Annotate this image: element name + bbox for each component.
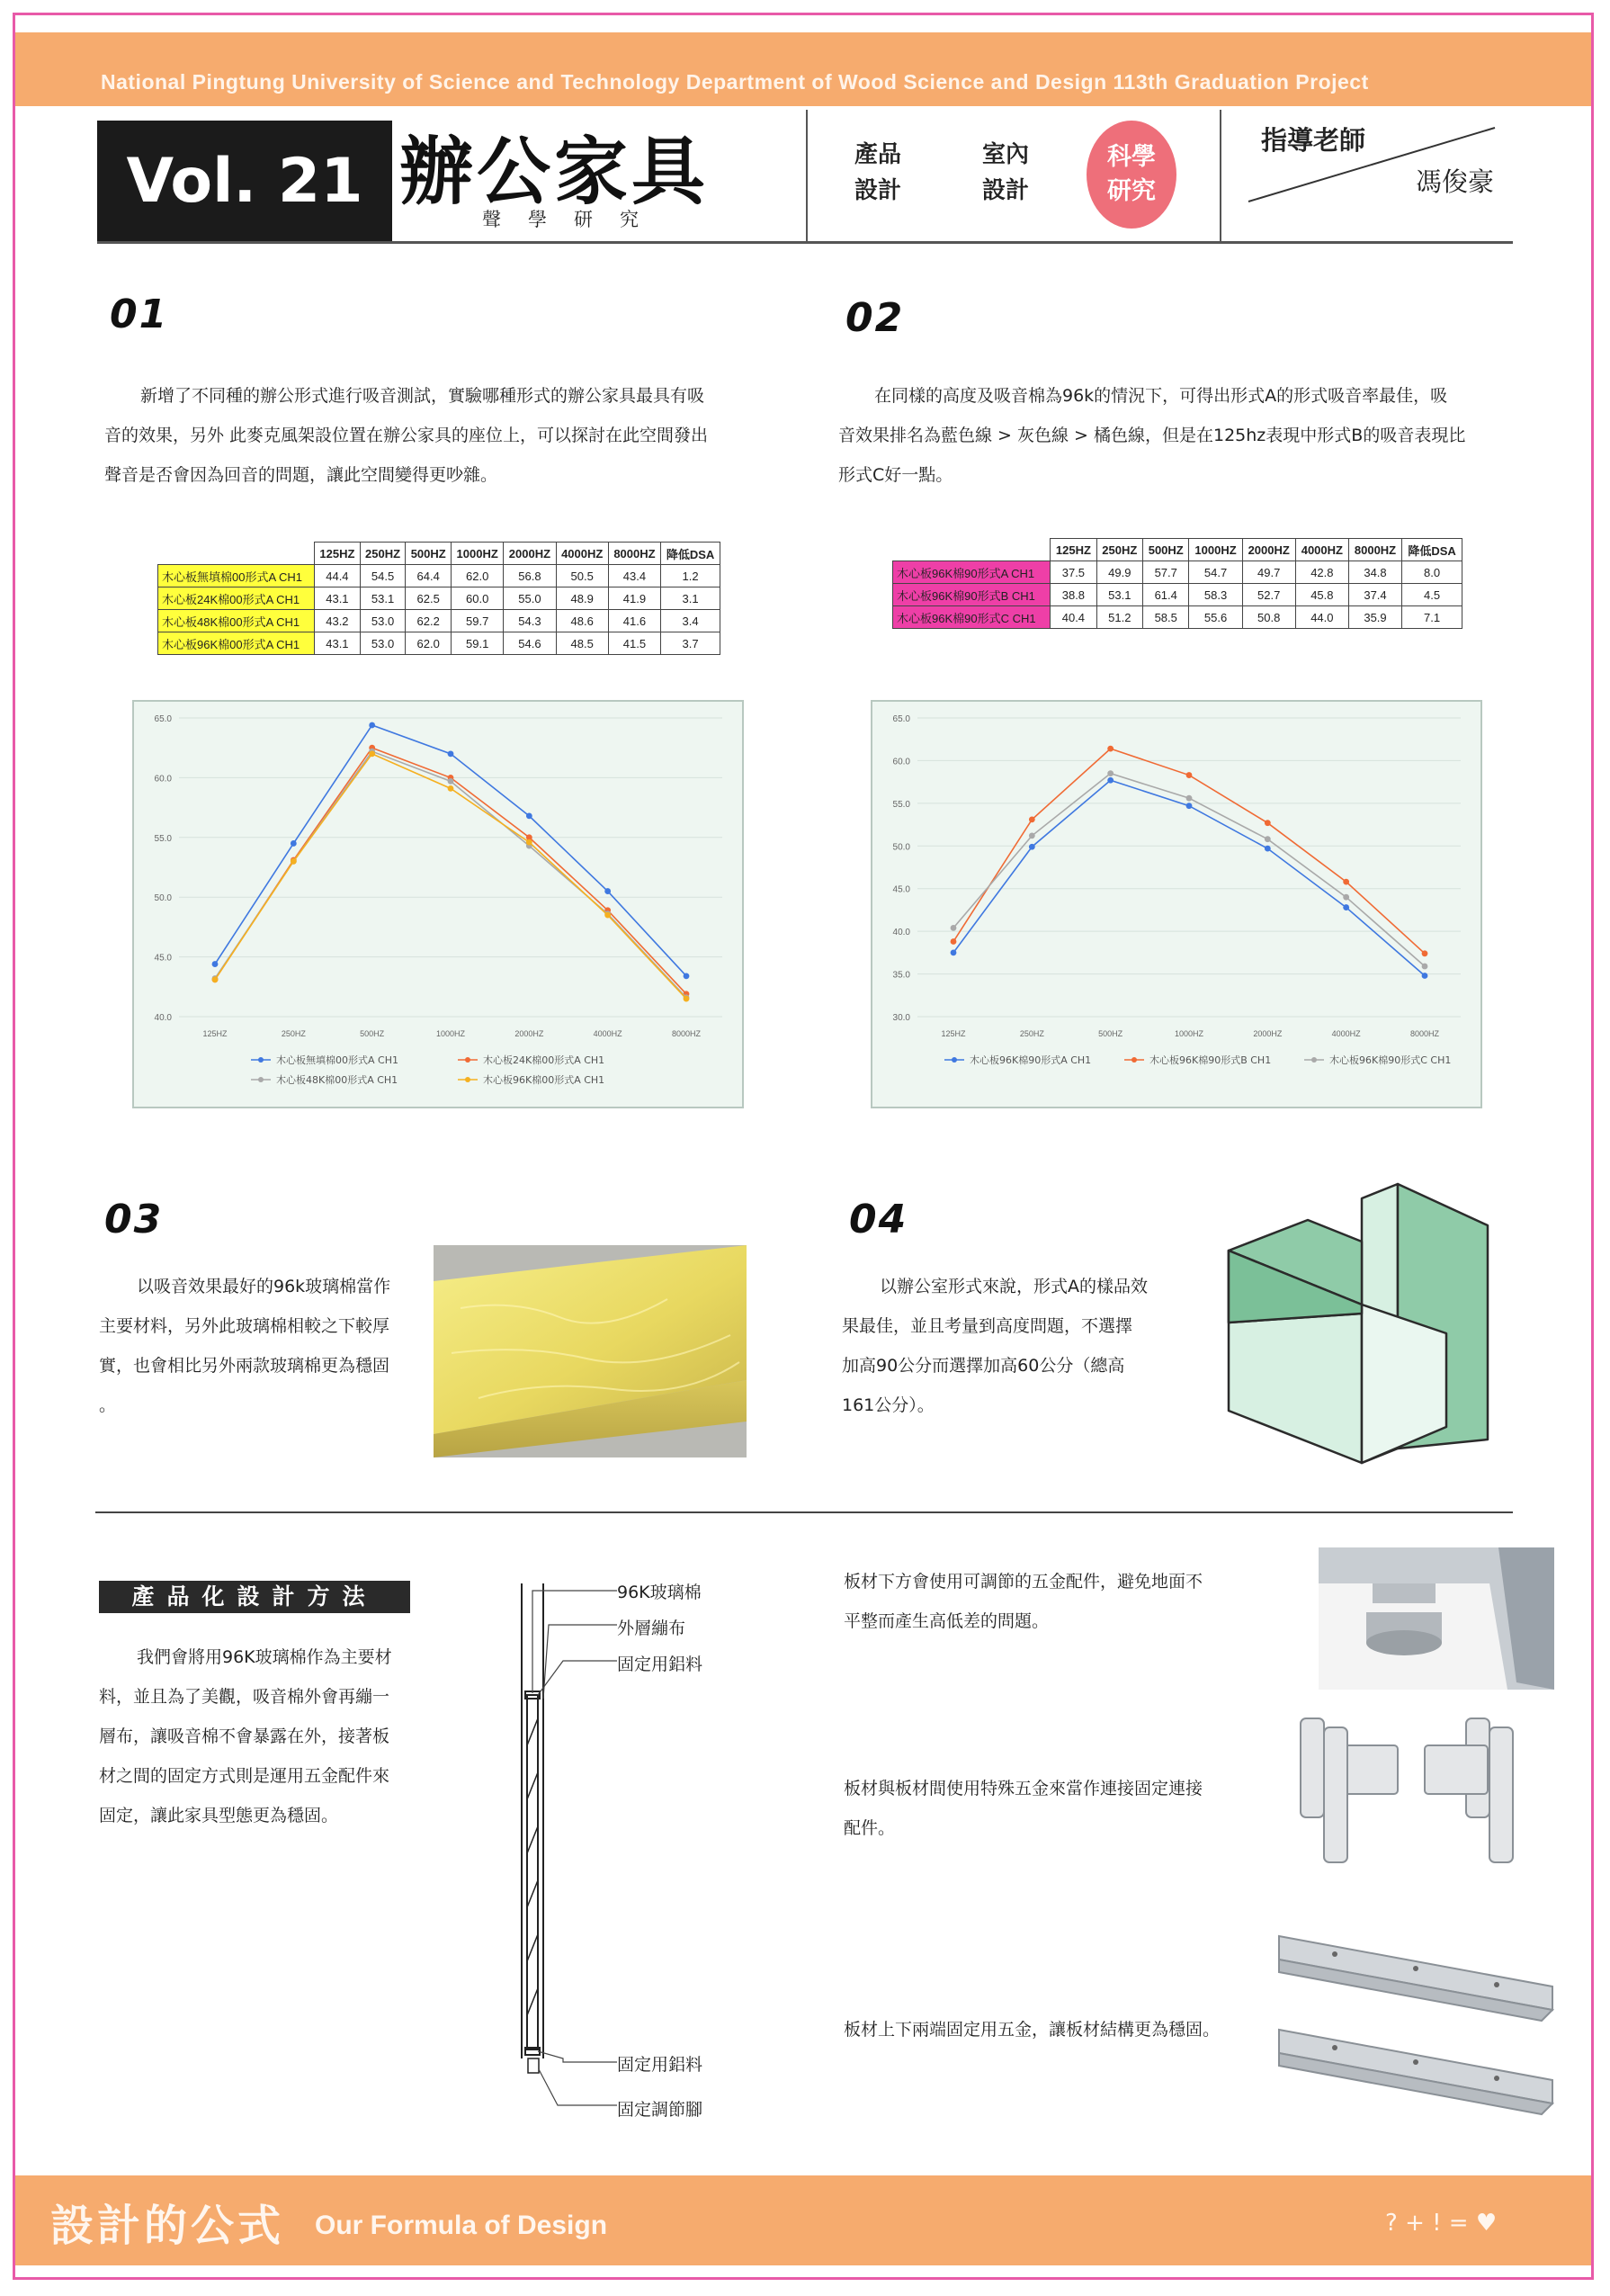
data-point — [1186, 795, 1193, 802]
table-cell: 43.2 — [315, 610, 361, 632]
table-header-cell: 125HZ — [1051, 539, 1096, 561]
end-rail-photo — [1272, 1933, 1560, 2130]
table-cell: 48.6 — [556, 610, 608, 632]
category-word: 設計 — [854, 177, 902, 204]
x-tick-label: 8000HZ — [1409, 1029, 1440, 1038]
table-cell: 3.1 — [661, 587, 720, 610]
text-line: 以辦公室形式來說，形式A的樣品效 — [880, 1277, 1148, 1296]
x-tick-label: 8000HZ — [671, 1029, 702, 1038]
page-subtitle: 聲學研究 — [482, 209, 666, 230]
data-point — [1107, 746, 1114, 752]
data-point — [1029, 816, 1035, 822]
table-cell: 37.5 — [1051, 561, 1096, 584]
x-tick-label: 250HZ — [281, 1029, 306, 1038]
category-interior-design — [982, 137, 1029, 209]
table-cell: 49.7 — [1242, 561, 1295, 584]
table-cell: 55.6 — [1189, 606, 1242, 629]
legend-label: 木心板96K棉90形式A CH1 — [970, 1054, 1092, 1066]
table-cell: 52.7 — [1242, 584, 1295, 606]
section-divider — [95, 1511, 1513, 1513]
data-point — [291, 840, 297, 847]
data-point — [448, 750, 454, 757]
table-cell: 51.2 — [1096, 606, 1142, 629]
data-point — [951, 925, 957, 931]
legend-label: 木心板24K棉00形式A CH1 — [483, 1054, 605, 1066]
x-tick-label: 4000HZ — [593, 1029, 622, 1038]
table-header-cell: 2000HZ — [1242, 539, 1295, 561]
table-corner — [893, 539, 1051, 561]
panel-section-diagram — [486, 1565, 621, 2123]
badge-word: 科學 — [1107, 143, 1156, 171]
table-cell: 54.6 — [504, 632, 556, 655]
table-header-cell: 250HZ — [1096, 539, 1142, 561]
legend-label: 木心板96K棉90形式B CH1 — [1149, 1054, 1272, 1066]
table-cell: 62.5 — [406, 587, 452, 610]
x-tick-label: 250HZ — [1019, 1029, 1044, 1038]
table-row — [893, 561, 1462, 584]
table-cell: 50.8 — [1242, 606, 1295, 629]
data-point — [1186, 803, 1193, 809]
table-cell: 57.7 — [1143, 561, 1189, 584]
table-cell: 50.5 — [556, 565, 608, 587]
data-point — [1107, 777, 1114, 784]
table-cell: 37.4 — [1348, 584, 1401, 606]
table-row — [158, 565, 720, 587]
section-03-text — [99, 1267, 432, 1425]
table-cell: 35.9 — [1348, 606, 1401, 629]
table-header-cell: 125HZ — [315, 543, 361, 565]
table-cell: 55.0 — [504, 587, 556, 610]
table-cell: 7.1 — [1402, 606, 1462, 629]
text-line: 配件。 — [844, 1818, 896, 1838]
text-line: 在同樣的高度及吸音棉為96k的情況下，可得出形式A的形式吸音率最佳，吸 — [874, 386, 1448, 406]
category-product-design — [854, 137, 901, 209]
table-row — [158, 632, 720, 655]
x-tick-label: 2000HZ — [1253, 1029, 1283, 1038]
data-point — [1029, 833, 1035, 839]
series-line — [215, 725, 686, 976]
data-point — [369, 722, 375, 729]
data-point — [951, 949, 957, 955]
y-tick-label: 50.0 — [154, 893, 172, 904]
data-point — [448, 785, 454, 792]
footer-title: 設計的公式 — [50, 2201, 285, 2251]
x-tick-label: 2000HZ — [514, 1029, 544, 1038]
category-word: 室內 — [982, 141, 1030, 168]
legend-marker — [465, 1057, 470, 1063]
legend-marker — [952, 1057, 957, 1063]
table-header-cell: 1000HZ — [452, 543, 504, 565]
text-line: 料，並且為了美觀，吸音棉外會再繃一 — [99, 1687, 390, 1707]
data-point — [1265, 820, 1271, 826]
text-line: 加高90公分而選擇加高60公分（總高 — [842, 1356, 1125, 1376]
table-row — [893, 606, 1462, 629]
data-point — [1422, 973, 1428, 979]
table-row — [158, 610, 720, 632]
table-cell: 58.5 — [1143, 606, 1189, 629]
text-line: 我們會將用96K玻璃棉作為主要材 — [137, 1647, 392, 1667]
method-text — [99, 1637, 432, 1835]
legend-marker — [1131, 1057, 1137, 1063]
table-header-cell: 4000HZ — [556, 543, 608, 565]
table-cell: 4.5 — [1402, 584, 1462, 606]
x-tick-label: 1000HZ — [435, 1029, 466, 1038]
text-line: 果最佳，並且考量到高度問題，不選擇 — [842, 1316, 1133, 1336]
table-cell: 53.0 — [360, 632, 406, 655]
science-research-badge — [1087, 121, 1176, 229]
diagram-label-adjustable-foot: 固定調節腳 — [617, 2100, 703, 2120]
table-cell: 62.0 — [452, 565, 504, 587]
table-row-label: 木心板96K棉90形式B CH1 — [893, 584, 1051, 606]
table-cell: 38.8 — [1051, 584, 1096, 606]
data-point — [526, 839, 532, 846]
acoustic-table-1 — [157, 542, 720, 655]
y-tick-label: 40.0 — [892, 928, 910, 938]
section-04-number: 04 — [849, 1197, 908, 1242]
header-divider-2 — [1220, 110, 1221, 241]
category-word: 產品 — [854, 141, 902, 168]
text-line: 主要材料，另外此玻璃棉相較之下較厚 — [99, 1316, 390, 1336]
table-cell: 41.5 — [608, 632, 660, 655]
diagram-label-glass-wool: 96K玻璃棉 — [617, 1583, 702, 1602]
data-point — [1265, 846, 1271, 852]
series-line — [953, 780, 1425, 975]
text-line: 板材下方會使用可調節的五金配件，避免地面不 — [844, 1572, 1203, 1592]
x-tick-label: 1000HZ — [1174, 1029, 1204, 1038]
table-cell: 62.2 — [406, 610, 452, 632]
table-row-label: 木心板96K棉90形式A CH1 — [893, 561, 1051, 584]
legend-label: 木心板96K棉00形式A CH1 — [483, 1074, 605, 1086]
table-cell: 49.9 — [1096, 561, 1142, 584]
volume-label: Vol. 21 — [97, 121, 392, 243]
advisor-label: 指導老師 — [1261, 125, 1366, 156]
footer-page-mark: ? + ! = ♥ — [1385, 2210, 1498, 2237]
footer-band — [15, 2175, 1591, 2265]
data-point — [212, 976, 219, 982]
data-point — [684, 996, 690, 1002]
hardware-text-2 — [844, 1769, 1257, 1848]
advisor-slash-line — [1241, 121, 1511, 207]
table-row-label: 木心板96K棉00形式A CH1 — [158, 632, 315, 655]
header-bottom-line — [97, 241, 1513, 244]
data-point — [604, 888, 611, 894]
table-cell: 43.1 — [315, 632, 361, 655]
text-line: 固定，讓此家具型態更為穩固。 — [99, 1806, 339, 1825]
table-row-label: 木心板無填棉00形式A CH1 — [158, 565, 315, 587]
x-tick-label: 500HZ — [360, 1029, 385, 1038]
table-cell: 48.9 — [556, 587, 608, 610]
table-cell: 44.4 — [315, 565, 361, 587]
category-word: 設計 — [982, 177, 1030, 204]
table-cell: 54.7 — [1189, 561, 1242, 584]
section-02-number: 02 — [845, 295, 905, 341]
office-form-a-illustration — [1221, 1179, 1493, 1479]
table-cell: 53.1 — [360, 587, 406, 610]
table-cell: 45.8 — [1295, 584, 1348, 606]
table-cell: 53.0 — [360, 610, 406, 632]
x-tick-label: 125HZ — [941, 1029, 966, 1038]
adjustable-foot-photo — [1319, 1547, 1554, 1690]
x-tick-label: 125HZ — [202, 1029, 228, 1038]
table-cell: 59.7 — [452, 610, 504, 632]
data-point — [212, 961, 219, 967]
table-cell: 3.7 — [661, 632, 720, 655]
legend-label: 木心板96K棉90形式C CH1 — [1329, 1054, 1452, 1066]
legend-label: 木心板48K棉00形式A CH1 — [276, 1074, 398, 1086]
table-cell: 41.6 — [608, 610, 660, 632]
section-02-text — [838, 376, 1540, 495]
text-line: 平整而產生高低差的問題。 — [844, 1611, 1050, 1631]
footer-subtitle: Our Formula of Design — [315, 2211, 608, 2240]
table-cell: 56.8 — [504, 565, 556, 587]
text-line: 實，也會相比另外兩款玻璃棉更為穩固 — [99, 1356, 390, 1376]
table-header-cell: 2000HZ — [504, 543, 556, 565]
hardware-text-1 — [844, 1562, 1257, 1641]
legend-marker — [258, 1057, 264, 1063]
text-line: 板材與板材間使用特殊五金來當作連接固定連接 — [844, 1779, 1203, 1798]
y-tick-label: 50.0 — [892, 842, 910, 853]
page-title: 辦公家具 — [399, 130, 710, 215]
table-header-cell: 降低DSA — [1402, 539, 1462, 561]
table-cell: 43.1 — [315, 587, 361, 610]
text-line: 音效果排名為藍色線 > 灰色線 > 橘色線，但是在125hz表現中形式B的吸音表現比 — [838, 426, 1466, 445]
text-line: 音的效果，另外 此麥克風架設位置在辦公家具的座位上，可以探討在此空間發出 — [104, 426, 709, 445]
section-04-text — [842, 1267, 1184, 1425]
y-tick-label: 65.0 — [892, 714, 910, 724]
advisor-name: 馮俊豪 — [1416, 166, 1495, 197]
data-point — [1265, 836, 1271, 842]
table-cell: 8.0 — [1402, 561, 1462, 584]
table-cell: 41.9 — [608, 587, 660, 610]
table-cell: 44.0 — [1295, 606, 1348, 629]
table-cell: 43.4 — [608, 565, 660, 587]
y-tick-label: 35.0 — [892, 970, 910, 981]
text-line: 新增了不同種的辦公形式進行吸音測試，實驗哪種形式的辦公家具最具有吸 — [140, 386, 705, 406]
y-tick-label: 65.0 — [154, 714, 172, 724]
y-tick-label: 60.0 — [892, 757, 910, 767]
data-point — [1029, 844, 1035, 850]
panel-connector-photo — [1290, 1709, 1538, 1877]
top-banner — [15, 32, 1591, 106]
table-cell: 59.1 — [452, 632, 504, 655]
text-line: 聲音是否會因為回音的問題，讓此空間變得更吵雜。 — [104, 465, 498, 485]
table-header-cell: 1000HZ — [1189, 539, 1242, 561]
data-point — [1422, 950, 1428, 956]
table-cell: 62.0 — [406, 632, 452, 655]
table-header-cell: 8000HZ — [608, 543, 660, 565]
table-cell: 42.8 — [1295, 561, 1348, 584]
legend-marker — [1311, 1057, 1317, 1063]
table-cell: 3.4 — [661, 610, 720, 632]
text-line: 板材上下兩端固定用五金，讓板材結構更為穩固。 — [844, 2020, 1221, 2040]
table-header-cell: 8000HZ — [1348, 539, 1401, 561]
series-line — [953, 749, 1425, 954]
table-row-label: 木心板96K棉90形式C CH1 — [893, 606, 1051, 629]
x-tick-label: 4000HZ — [1331, 1029, 1361, 1038]
y-tick-label: 30.0 — [892, 1013, 910, 1023]
table-cell: 34.8 — [1348, 561, 1401, 584]
banner-text: National Pingtung University of Science and Technology Department of Wood Science and Design 113th Graduation Project — [101, 70, 1369, 94]
table-header-row — [158, 543, 720, 565]
text-line: 161公分）。 — [842, 1395, 935, 1415]
y-tick-label: 55.0 — [154, 833, 172, 844]
data-point — [684, 973, 690, 979]
table-cell: 54.3 — [504, 610, 556, 632]
hardware-text-3 — [844, 2010, 1275, 2049]
text-line: 。 — [99, 1395, 117, 1415]
table-row-label: 木心板24K棉00形式A CH1 — [158, 587, 315, 610]
table-corner — [158, 543, 315, 565]
table-header-cell: 4000HZ — [1295, 539, 1348, 561]
section-03-number: 03 — [104, 1197, 164, 1242]
table-cell: 60.0 — [452, 587, 504, 610]
diagram-label-outer-fabric: 外層繃布 — [617, 1619, 686, 1638]
data-point — [448, 778, 454, 785]
table-row — [893, 584, 1462, 606]
data-point — [1343, 904, 1349, 910]
line-chart-2 — [871, 700, 1482, 1108]
table-header-cell: 250HZ — [360, 543, 406, 565]
chart-svg — [134, 702, 742, 1107]
data-point — [1343, 894, 1349, 901]
table-row — [158, 587, 720, 610]
table-cell: 1.2 — [661, 565, 720, 587]
diagram-label-top-aluminum: 固定用鋁料 — [617, 1655, 703, 1674]
section-01-text — [104, 376, 806, 495]
table-cell: 48.5 — [556, 632, 608, 655]
legend-label: 木心板無填棉00形式A CH1 — [276, 1054, 398, 1066]
y-tick-label: 45.0 — [892, 884, 910, 895]
diagram-label-bottom-aluminum: 固定用鋁料 — [617, 2055, 703, 2075]
table-cell: 58.3 — [1189, 584, 1242, 606]
y-tick-label: 40.0 — [154, 1013, 172, 1023]
data-point — [1186, 772, 1193, 778]
header-divider-1 — [806, 110, 808, 241]
table-cell: 40.4 — [1051, 606, 1096, 629]
data-point — [604, 912, 611, 919]
table-cell: 53.1 — [1096, 584, 1142, 606]
table-cell: 61.4 — [1143, 584, 1189, 606]
series-line — [953, 774, 1425, 966]
table-header-row — [893, 539, 1462, 561]
y-tick-label: 45.0 — [154, 953, 172, 964]
data-point — [1107, 770, 1114, 776]
section-01-number: 01 — [110, 291, 169, 337]
text-line: 材之間的固定方式則是運用五金配件來 — [99, 1766, 390, 1786]
data-point — [369, 750, 375, 757]
line-chart-1 — [132, 700, 744, 1108]
y-tick-label: 55.0 — [892, 799, 910, 810]
table-cell: 54.5 — [360, 565, 406, 587]
data-point — [291, 858, 297, 865]
table-header-cell: 500HZ — [1143, 539, 1189, 561]
legend-marker — [465, 1077, 470, 1082]
glass-wool-photo — [434, 1245, 747, 1457]
text-line: 層布，讓吸音棉不會暴露在外，接著板 — [99, 1726, 390, 1746]
table-cell: 64.4 — [406, 565, 452, 587]
chart-svg — [872, 702, 1480, 1107]
data-point — [951, 938, 957, 945]
table-row-label: 木心板48K棉00形式A CH1 — [158, 610, 315, 632]
text-line: 形式C好一點。 — [838, 465, 953, 485]
x-tick-label: 500HZ — [1098, 1029, 1123, 1038]
data-point — [1422, 964, 1428, 970]
data-point — [1343, 879, 1349, 885]
table-header-cell: 降低DSA — [661, 543, 720, 565]
text-line: 以吸音效果最好的96k玻璃棉當作 — [137, 1277, 391, 1296]
method-title: 產品化設計方法 — [99, 1581, 410, 1613]
acoustic-table-2 — [892, 538, 1462, 629]
table-header-cell: 500HZ — [406, 543, 452, 565]
y-tick-label: 60.0 — [154, 774, 172, 785]
legend-marker — [258, 1077, 264, 1082]
data-point — [526, 812, 532, 819]
badge-word: 研究 — [1107, 177, 1156, 205]
